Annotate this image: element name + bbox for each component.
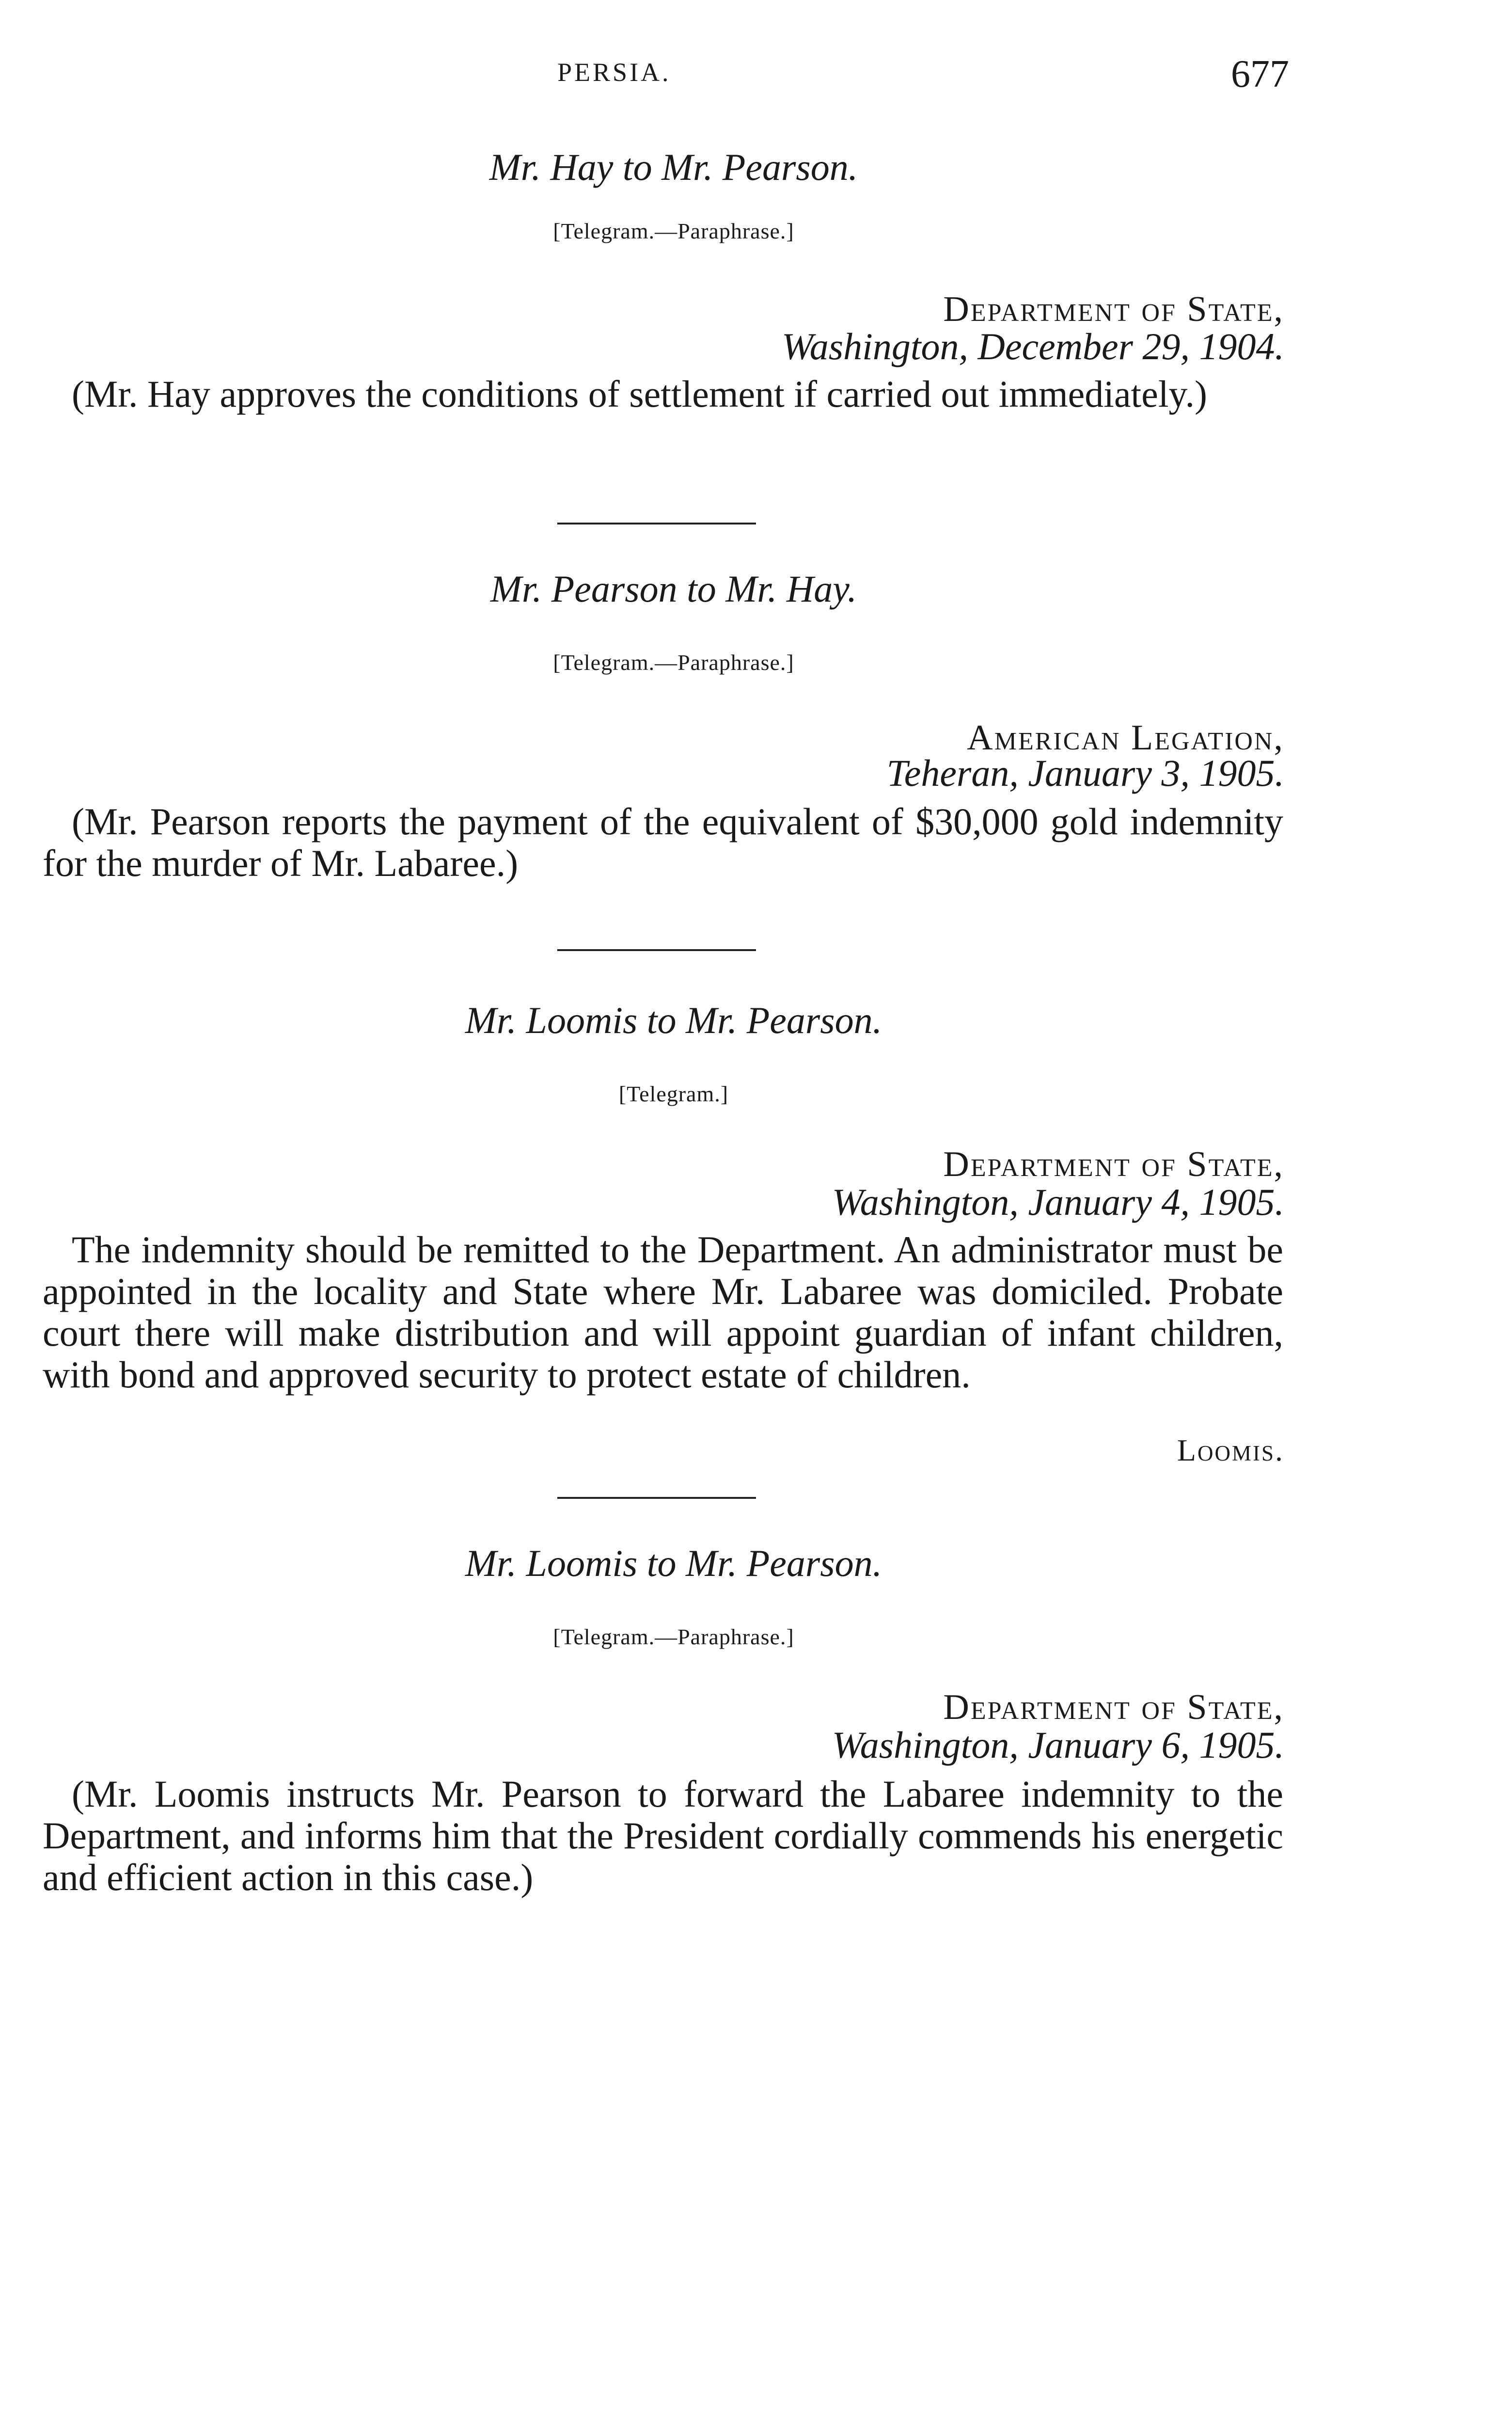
- place-date: Washington, January 4, 1905.: [832, 1181, 1284, 1223]
- sender-address: American Legation,: [967, 718, 1284, 758]
- document-tag: [Telegram.—Paraphrase.]: [553, 650, 794, 675]
- section-divider: [557, 949, 756, 951]
- section-divider: [557, 523, 756, 525]
- document-body: (Mr. Pearson reports the payment of the equivalent of $30,000 gold indemnity for the murder of Mr. Labaree.): [43, 800, 1283, 884]
- document-title: Mr. Hay to Mr. Pearson.: [489, 146, 858, 188]
- document-title: Mr. Pearson to Mr. Hay.: [490, 568, 857, 610]
- document-title: Mr. Loomis to Mr. Pearson.: [465, 999, 882, 1041]
- document-tag: [Telegram.—Paraphrase.]: [553, 1624, 794, 1649]
- signature: Loomis.: [1177, 1433, 1284, 1467]
- document-body: (Mr. Loomis instructs Mr. Pearson to forward the Labaree indemnity to the Department, and informs him that the President cordially commends his energetic and efficient action in this case.): [43, 1773, 1283, 1898]
- place-date: Teheran, January 3, 1905.: [886, 752, 1284, 794]
- place-date: Washington, December 29, 1904.: [781, 325, 1284, 367]
- sender-address: Department of State,: [943, 289, 1284, 329]
- page-number: 677: [1231, 53, 1289, 95]
- sender-address: Department of State,: [943, 1144, 1284, 1184]
- document-tag: [Telegram.]: [618, 1081, 729, 1106]
- document-tag: [Telegram.—Paraphrase.]: [553, 219, 794, 243]
- document-body: The indemnity should be remitted to the Department. An administrator must be appointed in the locality and State where Mr. Labaree was domiciled. Probate court there will make distribution and will appoint guardian of infant children, with bond and approved security to protect estate of children.: [43, 1228, 1283, 1396]
- document-body: (Mr. Hay approves the conditions of settlement if carried out immediately.): [72, 373, 1207, 415]
- section-divider: [557, 1497, 756, 1499]
- place-date: Washington, January 6, 1905.: [832, 1724, 1284, 1766]
- sender-address: Department of State,: [943, 1687, 1284, 1727]
- running-head: PERSIA.: [557, 58, 671, 87]
- document-title: Mr. Loomis to Mr. Pearson.: [465, 1542, 882, 1584]
